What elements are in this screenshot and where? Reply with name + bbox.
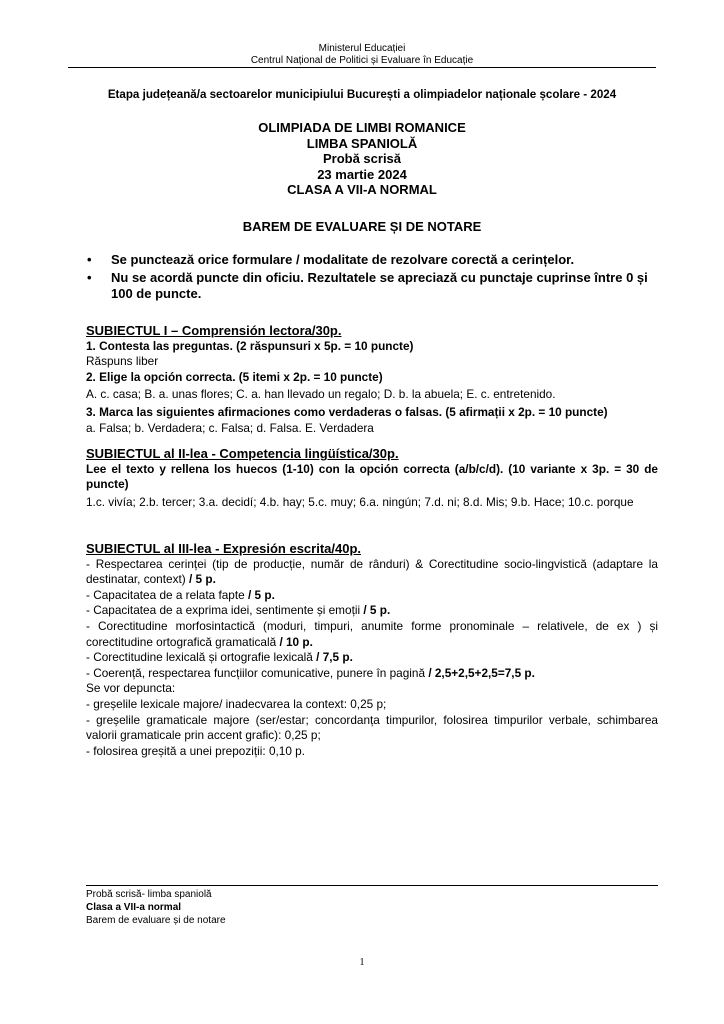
title-block xyxy=(68,120,656,198)
footer xyxy=(86,888,226,927)
title-clasa: CLASA A VII-A NORMAL xyxy=(287,182,437,197)
subiect-2-answers: 1.c. vivía; 2.b. tercer; 3.a. decidí; 4.b. hay; 5.c. muy; 6.a. ningún; 7.d. ni; 8.d. Mis; 9.b. Hace; 10.c. porque xyxy=(86,494,634,509)
criterion-5-text: - Corectitudine lexicală și ortografie lexicală xyxy=(86,650,313,665)
subiect-3-title: SUBIECTUL al III-lea - Expresión escrita/40p. xyxy=(86,541,362,556)
footer-line-1: Probă scrisă- limba spaniolă xyxy=(86,889,212,900)
deduction-3: - folosirea greșită a unei prepoziții: 0,10 p. xyxy=(86,743,306,758)
subiect-1-a2: A. c. casa; B. a. unas flores; C. a. han llevado un regalo; D. b. la abuela; E. c. entretenido. xyxy=(86,387,556,402)
subiect-2 xyxy=(86,446,658,510)
criterion-2-points: / 5 p. xyxy=(248,587,275,602)
header-divider xyxy=(68,67,656,68)
page-number: 1 xyxy=(359,957,365,968)
subiect-3 xyxy=(86,541,658,759)
etapa-line: Etapa județeană/a sectoarelor municipiului București a olimpiadelor naționale școlare - 2024 xyxy=(107,88,617,101)
header-ministry: Ministerul Educației xyxy=(318,43,406,54)
criterion-6 xyxy=(86,666,658,682)
subiect-1-a1: Răspuns liber xyxy=(86,354,159,369)
criterion-1-text: - Respectarea cerinței (tip de producție, număr de rânduri) & Corectitudine socio-lingvistică (adaptare la destinatar, context) xyxy=(86,556,658,587)
rules-list xyxy=(86,252,660,304)
criterion-1-points: / 5 p. xyxy=(188,572,216,587)
subiect-1-q1: 1. Contesta las preguntas. (2 răspunsuri x 5p. = 10 puncte) xyxy=(86,338,414,353)
subiect-1-title: SUBIECTUL I – Comprensión lectora/30p. xyxy=(86,323,342,338)
title-proba: Probă scrisă xyxy=(322,151,402,166)
criterion-6-text: - Coerență, respectarea funcțiilor comunicative, punere în pagină xyxy=(86,665,426,680)
deduction-heading: Se vor depuncta: xyxy=(86,681,176,696)
criterion-2 xyxy=(86,588,658,604)
header-center: Centrul Național de Politici și Evaluare în Educație xyxy=(250,55,474,66)
criterion-2-text: - Capacitatea de a relata fapte xyxy=(86,587,245,602)
subiect-1-q3: 3. Marca las siguientes afirmaciones como verdaderas o falsas. (5 afirmații x 2p. = 10 puncte) xyxy=(86,404,608,419)
subiect-1 xyxy=(86,323,658,436)
criterion-3-points: / 5 p. xyxy=(363,603,391,618)
rule-item: • Se punctează orice formulare / modalitate de rezolvare corectă a cerințelor. xyxy=(86,252,660,268)
criterion-4-points: / 10 p. xyxy=(279,634,313,649)
footer-divider xyxy=(86,885,658,886)
criterion-3 xyxy=(86,603,658,619)
title-olympiad: OLIMPIADA DE LIMBI ROMANICE xyxy=(258,120,466,135)
title-language: LIMBA SPANIOLĂ xyxy=(306,135,418,151)
subiect-1-a3: a. Falsa; b. Verdadera; c. Falsa; d. Falsa. E. Verdadera xyxy=(86,420,374,435)
criterion-4-text: - Corectitudine morfosintactică (moduri, timpuri, anumite forme pronominale – relativele, de ex ) și corectitudine ortografică gramaticală xyxy=(86,618,658,649)
deduction-1: - greșelile lexicale majore/ inadecvarea la context: 0,25 p; xyxy=(86,696,387,711)
criterion-6-points: / 2,5+2,5+2,5=7,5 p. xyxy=(428,665,535,680)
criterion-4 xyxy=(86,619,658,650)
footer-line-2: Clasa a VII-a normal xyxy=(86,902,182,913)
deduction-2: - greșelile gramaticale majore (ser/estar; concordanța timpurilor, folosirea timpurilor verbale, schimbarea valorii gramaticale prin accent grafic): 0,25 p; xyxy=(86,712,658,743)
barem-title: BAREM DE EVALUARE ȘI DE NOTARE xyxy=(242,219,482,234)
criterion-1 xyxy=(86,557,658,588)
subiect-1-q2: 2. Elige la opción correcta. (5 itemi x 2p. = 10 puncte) xyxy=(86,369,383,384)
criterion-5-points: / 7,5 p. xyxy=(316,650,353,665)
title-date: 23 martie 2024 xyxy=(317,166,407,182)
rule-item: • Nu se acordă puncte din oficiu. Rezultatele se apreciază cu punctaje cuprinse între 0 și 100 de puncte. xyxy=(86,270,660,302)
criterion-5 xyxy=(86,650,658,666)
footer-line-3: Barem de evaluare și de notare xyxy=(86,915,226,926)
criterion-3-text: - Capacitatea de a exprima idei, sentimente și emoții xyxy=(86,603,361,618)
subiect-2-instruction: Lee el texto y rellena los huecos (1-10) con la opción correcta (a/b/c/d). (10 variante x 3p. = 30 de puncte) xyxy=(86,461,658,492)
subiect-2-title: SUBIECTUL al II-lea - Competencia lingüística/30p. xyxy=(86,446,399,461)
